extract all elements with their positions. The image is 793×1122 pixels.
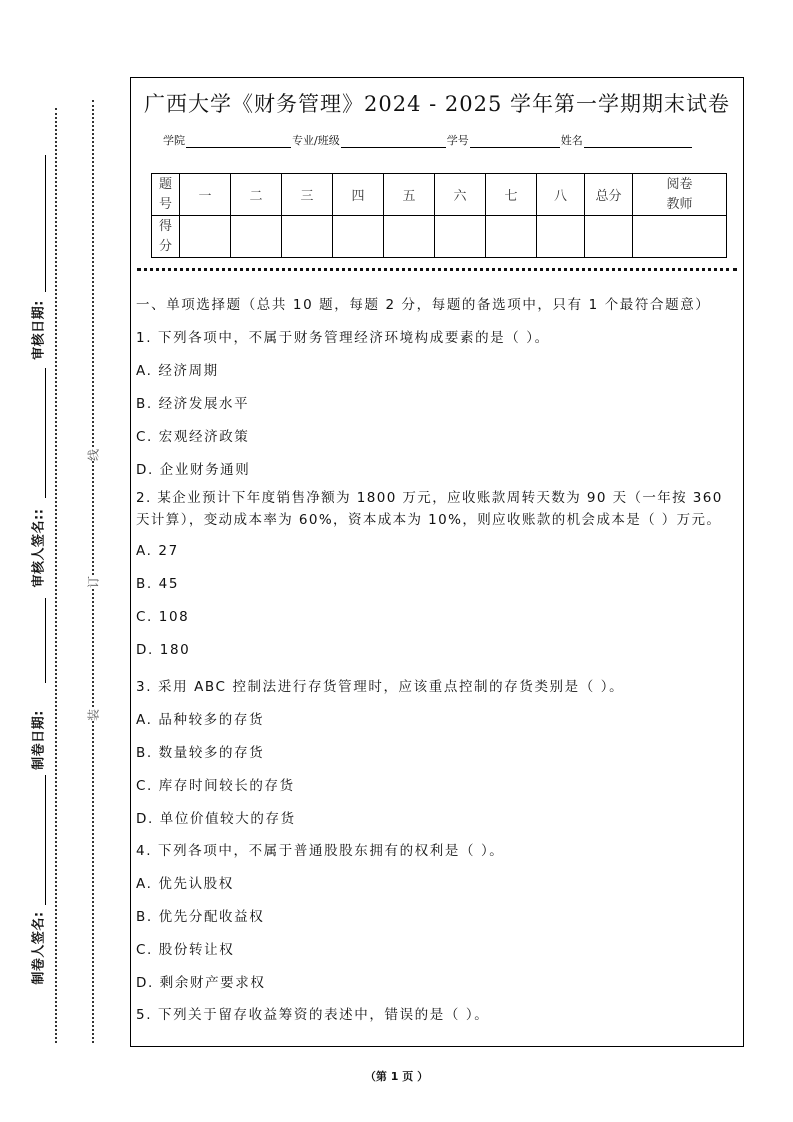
option[interactable]: B. 优先分配收益权 <box>136 909 265 925</box>
name-label: 姓名 <box>560 134 583 147</box>
option[interactable]: A. 优先认股权 <box>136 876 234 892</box>
binding-char-order: 订 <box>83 576 104 588</box>
col-header: 六 <box>435 174 486 216</box>
score-cell[interactable] <box>333 216 384 258</box>
col-header: 七 <box>486 174 537 216</box>
dotted-separator <box>137 268 737 271</box>
signature-line <box>45 368 46 498</box>
score-row-header: 得 分 <box>152 216 180 258</box>
option[interactable]: B. 数量较多的存货 <box>136 745 265 761</box>
option[interactable]: C. 库存时间较长的存货 <box>136 778 295 794</box>
major-class-label: 专业/班级 <box>292 134 340 147</box>
question-stem: 2. 某企业预计下年度销售净额为 1800 万元，应收账款周转天数为 90 天（一年按 360 天计算），变动成本率为 60%，资本成本为 10%，则应收账款的机会成本是（ ）万元。 <box>136 490 723 528</box>
option[interactable]: C. 宏观经济政策 <box>136 429 250 445</box>
score-cell[interactable] <box>231 216 282 258</box>
col-header: 二 <box>231 174 282 216</box>
student-id-label: 学号 <box>446 134 469 147</box>
question-number-header: 题 号 <box>152 174 180 216</box>
option[interactable]: A. 经济周期 <box>136 363 219 379</box>
college-field[interactable] <box>186 135 291 148</box>
question-stem: 1. 下列各项中，不属于财务管理经济环境构成要素的是（ ）。 <box>136 330 550 346</box>
score-cell[interactable] <box>435 216 486 258</box>
score-cell[interactable] <box>537 216 585 258</box>
score-cell[interactable] <box>486 216 537 258</box>
total-score-cell[interactable] <box>585 216 633 258</box>
option[interactable]: A. 品种较多的存货 <box>136 712 265 728</box>
review-date-label: 审核日期: <box>28 298 47 362</box>
score-cell[interactable] <box>384 216 435 258</box>
score-table <box>151 173 727 258</box>
exam-page-frame <box>130 77 744 1047</box>
binding-char-line: 线 <box>83 449 104 461</box>
reviewer-cell[interactable] <box>633 216 727 258</box>
section-heading: 一、单项选择题（总共 10 题，每题 2 分，每题的备选项中，只有 1 个最符合题意） <box>136 297 711 313</box>
signature-line <box>45 598 46 683</box>
option[interactable]: A. 27 <box>136 543 179 559</box>
option[interactable]: D. 剩余财产要求权 <box>136 975 266 991</box>
score-table-score-row <box>152 216 727 258</box>
paper-maker-signature-label: 制卷人签名: <box>28 909 47 986</box>
col-header: 五 <box>384 174 435 216</box>
question-stem: 4. 下列各项中，不属于普通股股东拥有的权利是（ ）。 <box>136 843 505 859</box>
signature-line <box>45 775 46 905</box>
student-id-field[interactable] <box>470 135 560 148</box>
major-class-field[interactable] <box>341 135 446 148</box>
option[interactable]: D. 企业财务通则 <box>136 462 251 478</box>
name-field[interactable] <box>584 135 692 148</box>
score-cell[interactable] <box>180 216 231 258</box>
col-header: 八 <box>537 174 585 216</box>
option[interactable]: D. 180 <box>136 642 191 658</box>
dotted-cut-line <box>92 100 94 1043</box>
signature-line <box>45 155 46 292</box>
score-cell[interactable] <box>282 216 333 258</box>
college-label: 学院 <box>163 134 185 147</box>
option[interactable]: C. 股份转让权 <box>136 942 235 958</box>
option[interactable]: C. 108 <box>136 609 190 625</box>
col-header: 三 <box>282 174 333 216</box>
score-table-header-row <box>152 174 727 216</box>
exam-title: 广西大学《财务管理》2024 - 2025 学年第一学期期末试卷 <box>143 92 730 116</box>
binding-char-bind: 装 <box>83 709 104 721</box>
col-header-total: 总分 <box>585 174 633 216</box>
paper-date-label: 制卷日期: <box>28 708 47 772</box>
student-info-row <box>163 132 693 148</box>
option[interactable]: D. 单位价值较大的存货 <box>136 811 296 827</box>
dotted-fold-line <box>55 108 57 1043</box>
page-number: （第 1 页 ） <box>364 1070 429 1083</box>
reviewer-signature-label: 审核人签名:: <box>28 507 47 590</box>
option[interactable]: B. 经济发展水平 <box>136 396 250 412</box>
reviewer-header: 阅卷 教师 <box>633 174 727 216</box>
col-header: 一 <box>180 174 231 216</box>
question-stem: 5. 下列关于留存收益筹资的表述中，错误的是（ ）。 <box>136 1007 490 1023</box>
option[interactable]: B. 45 <box>136 576 180 592</box>
col-header: 四 <box>333 174 384 216</box>
question-stem: 3. 采用 ABC 控制法进行存货管理时，应该重点控制的存货类别是（ ）。 <box>136 679 625 695</box>
